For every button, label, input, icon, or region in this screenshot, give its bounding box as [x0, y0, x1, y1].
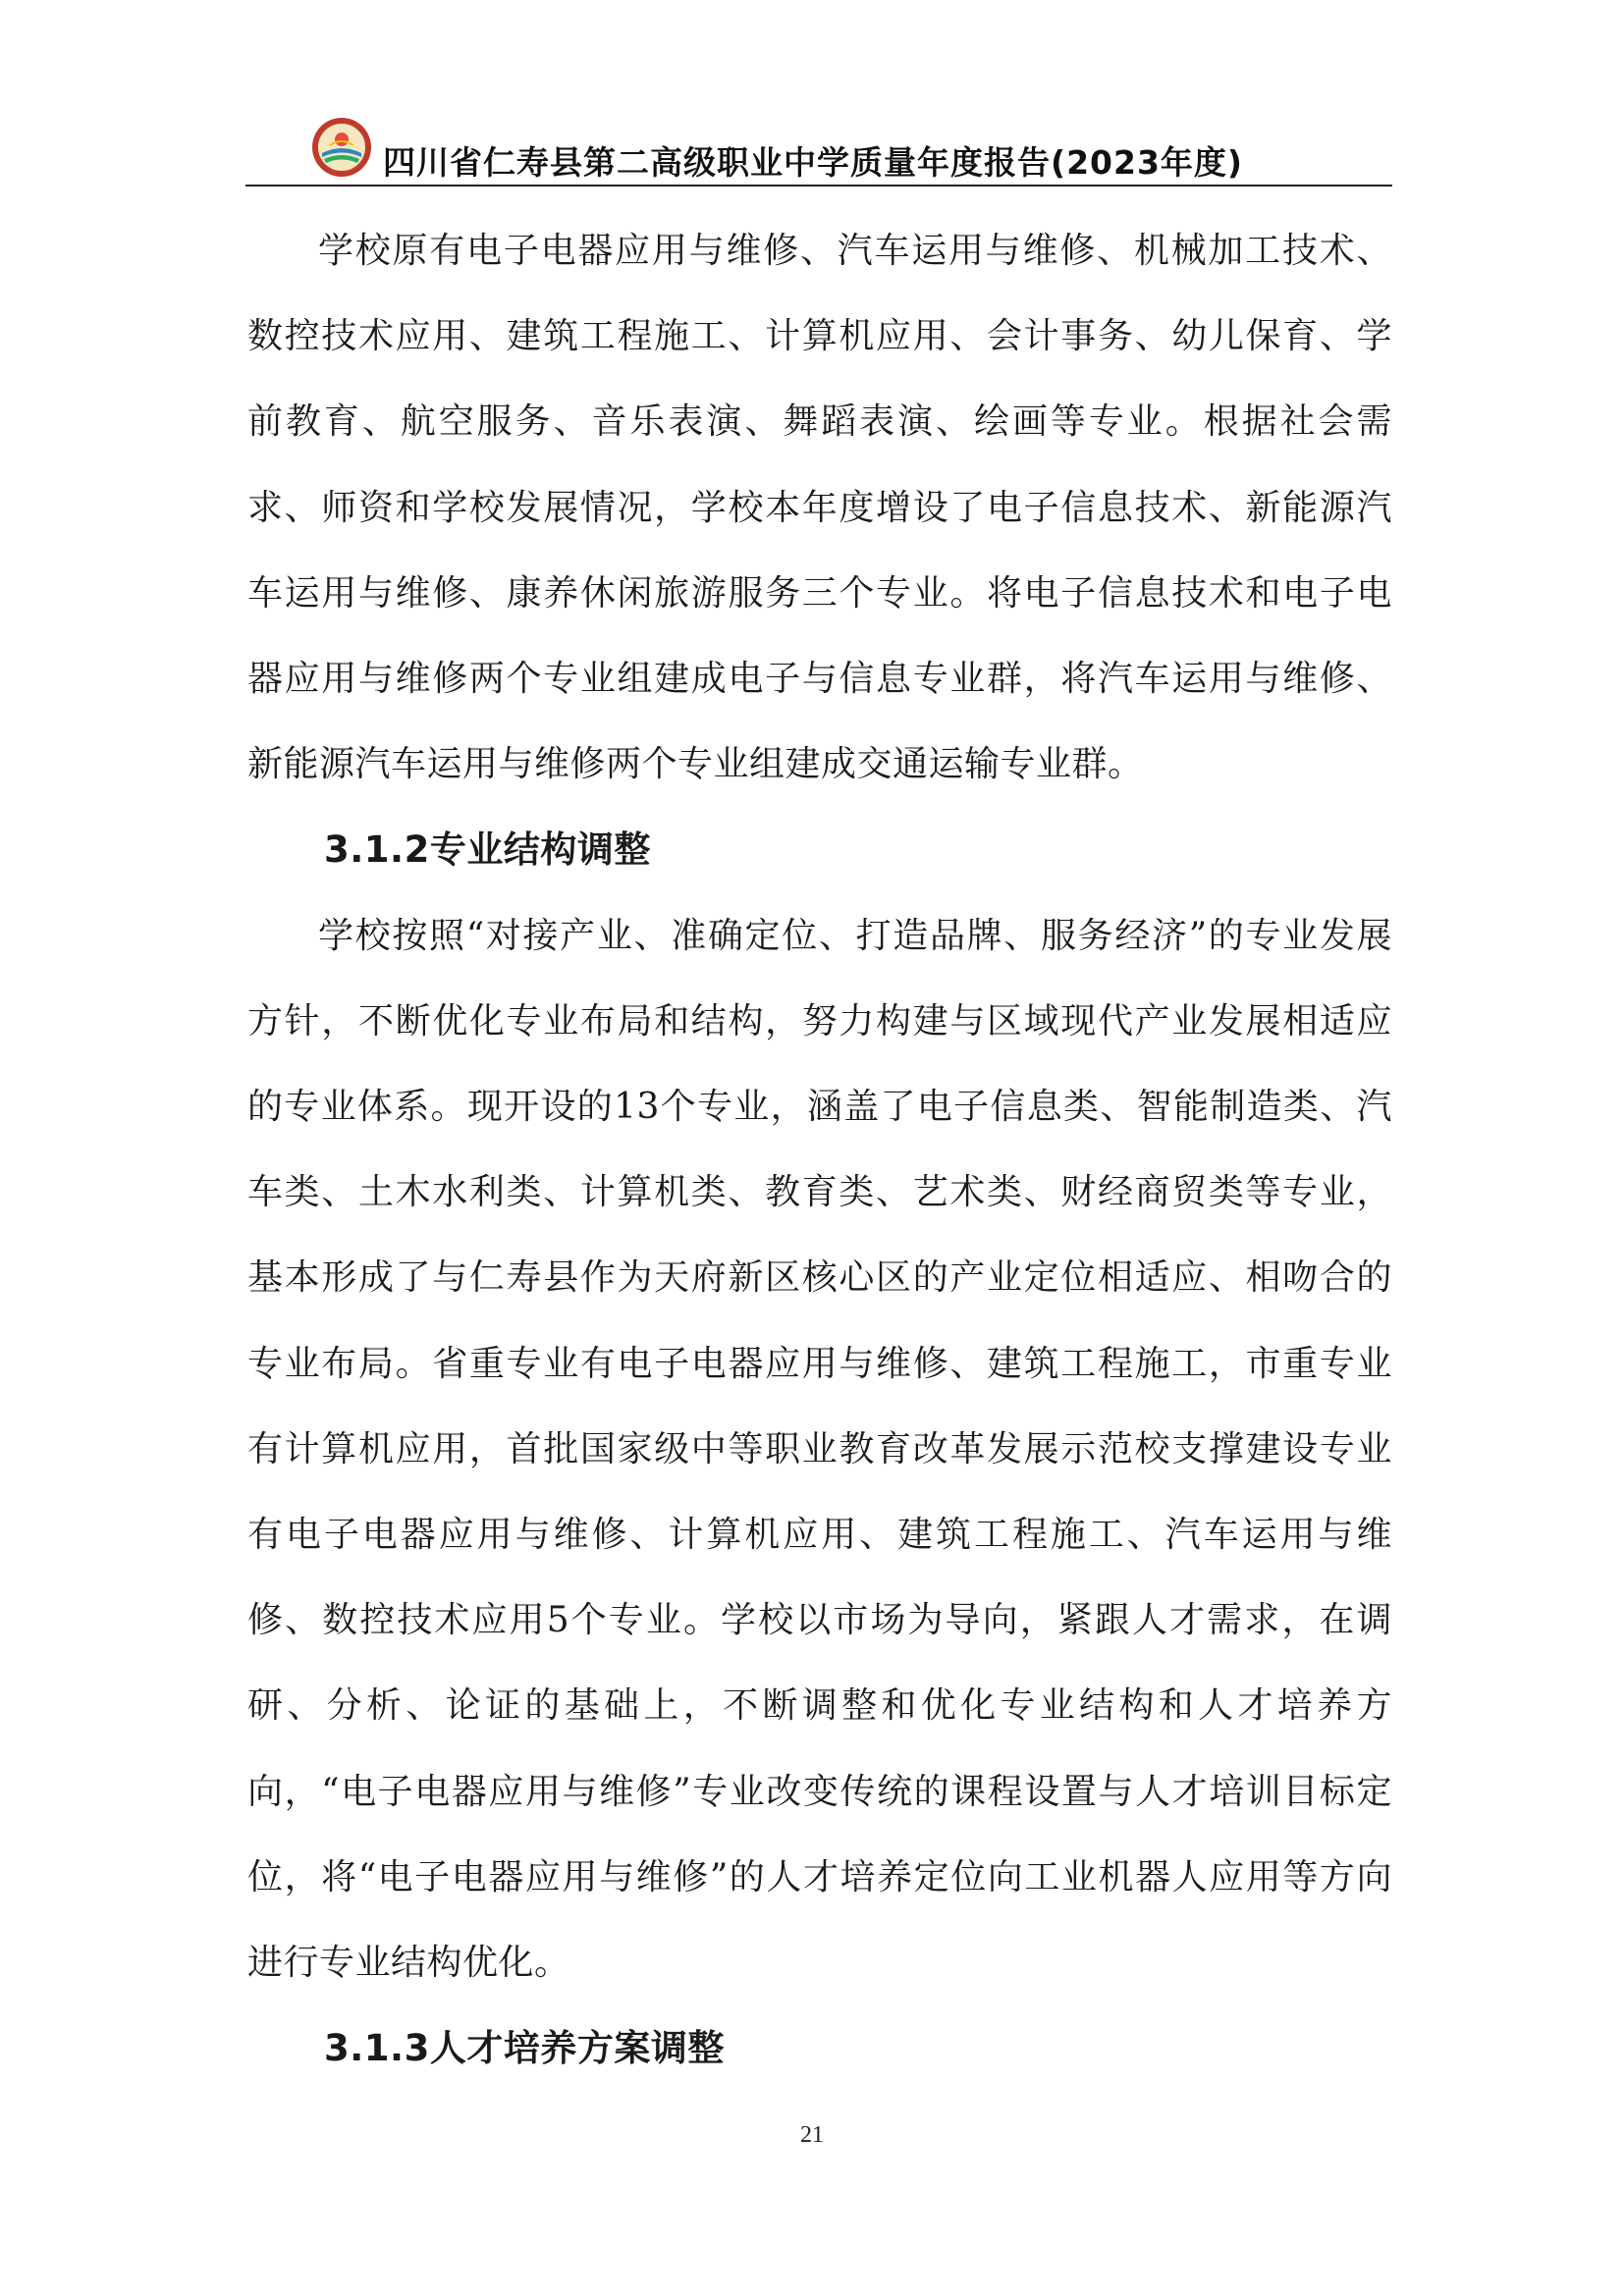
report-title: 四川省仁寿县第二高级职业中学质量年度报告(2023年度) — [383, 143, 1244, 182]
school-emblem-icon — [310, 116, 373, 179]
body-paragraph: 学校原有电子电器应用与维修、汽车运用与维修、机械加工技术、数控技术应用、建筑工程施工、计算机应用、会计事务、幼儿保育、学前教育、航空服务、音乐表演、舞蹈表演、绘画等专业。根据社会需求、师资和学校发展情况，学校本年度增设了电子信息技术、新能源汽车运用与维修、康养休闲旅游服务三个专业。将电子信息技术和电子电器应用与维修两个专业组建成电子与信息专业群，将汽车运用与维修、新能源汽车运用与维修两个专业组建成交通运输专业群。 — [247, 231, 1392, 785]
body-paragraph: 学校按照“对接产业、准确定位、打造品牌、服务经济”的专业发展方针，不断优化专业布局和结构，努力构建与区域现代产业发展相适应的专业体系。现开设的13个专业，涵盖了电子信息类、智能制造类、汽车类、土木水利类、计算机类、教育类、艺术类、财经商贸类等专业，基本形成了与仁寿县作为天府新区核心区的产业定位相适应、相吻合的专业布局。省重专业有电子电器应用与维修、建筑工程施工，市重专业有计算机应用，首批国家级中等职业教育改革发展示范校支撑建设专业有电子电器应用与维修、计算机应用、建筑工程施工、汽车运用与维修、数控技术应用5个专业。学校以市场为导向，紧跟人才需求，在调研、分析、论证的基础上，不断调整和优化专业结构和人才培养方向，“电子电器应用与维修”专业改变传统的课程设置与人才培训目标定位，将“电子电器应用与维修”的人才培养定位向工业机器人应用等方向进行专业结构优化。 — [247, 915, 1392, 1984]
section-heading: 3.1.2专业结构调整 — [324, 828, 651, 872]
page-number: 21 — [800, 2122, 824, 2148]
header-divider — [245, 185, 1392, 187]
section-heading: 3.1.3人才培养方案调整 — [324, 2027, 725, 2070]
page-body — [247, 208, 1392, 2091]
page-header — [245, 110, 1392, 188]
